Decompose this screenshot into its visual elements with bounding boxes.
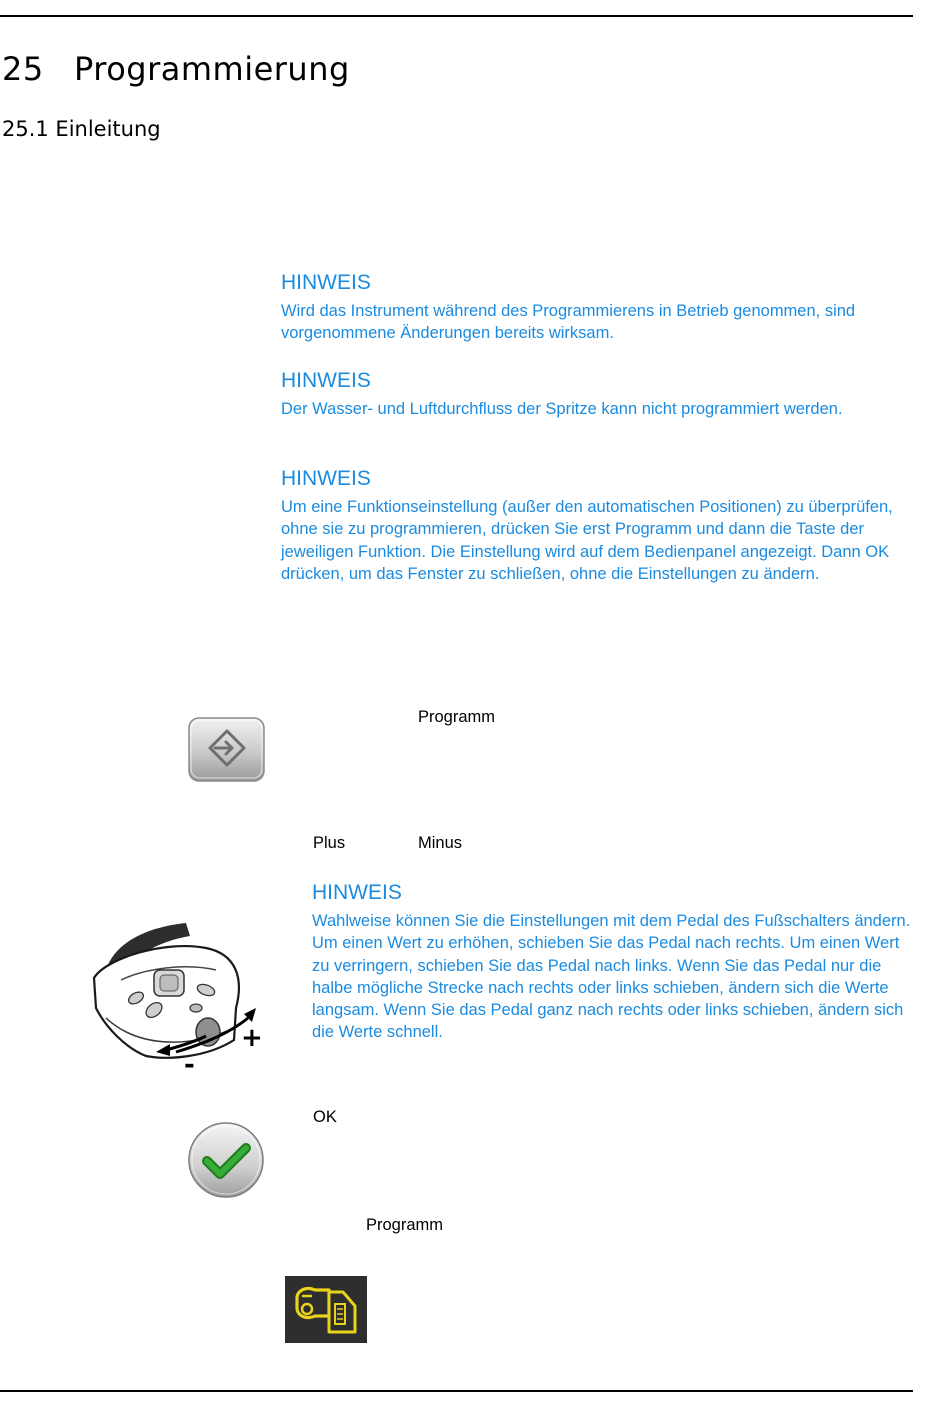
note-4 [312, 880, 912, 1044]
note-text: Wahlweise können Sie die Einstellungen mit dem Pedal des Fußschalters ändern. Um einen Wert zu erhöhen, schieben Sie das Pedal nach rechts. Um einen Wert zu verringern, schieben Sie das Pedal nach links. Wenn Sie das Pedal nur die halbe mögliche Strecke nach rechts oder links schieben, ändern sich die Werte langsam. Wenn Sie das Pedal ganz nach rechts oder links schieben, ändern sich die Werte schnell. [312, 912, 911, 1042]
note-1 [281, 270, 901, 345]
chapter-title: Programmierung [74, 50, 350, 88]
note-3 [281, 466, 896, 585]
ok-label: OK [313, 1108, 337, 1126]
note-heading: HINWEIS [281, 467, 371, 490]
minus-sign: - [184, 1050, 195, 1078]
minus-label: Minus [418, 834, 463, 852]
plus-sign: + [241, 1023, 263, 1053]
top-rule [0, 15, 913, 17]
note-heading: HINWEIS [281, 271, 371, 294]
programm-label: Programm [418, 708, 496, 726]
ok-button-icon[interactable] [187, 1121, 265, 1204]
note-text: Der Wasser- und Luftdurchfluss der Spritze kann nicht programmiert werden. [281, 400, 843, 418]
program-button-icon[interactable] [188, 717, 266, 788]
foot-control-icon [86, 918, 271, 1083]
chapter-heading [2, 50, 350, 88]
programm-label-2: Programm [366, 1216, 444, 1234]
note-heading: HINWEIS [312, 881, 402, 904]
bottom-rule [0, 1390, 913, 1392]
note-text: Um eine Funktionseinstellung (außer den automatischen Positionen) zu überprüfen, ohne sie zu programmieren, drücken Sie erst Programm und dann die Taste der jeweiligen Funktion. Die Einstellung wird auf dem Bedienpanel angezeigt. Dann OK drücken, um das Fenster zu schließen, ohne die Einstellungen zu ändern. [281, 498, 893, 583]
programming-tool-icon[interactable] [285, 1276, 367, 1348]
plus-label: Plus [313, 834, 346, 852]
note-heading: HINWEIS [281, 369, 371, 392]
section-heading: 25.1 Einleitung [2, 117, 161, 141]
note-2 [281, 368, 881, 420]
chapter-number: 25 [2, 50, 44, 88]
note-text: Wird das Instrument während des Programmierens in Betrieb genommen, sind vorgenommene Änderungen bereits wirksam. [281, 302, 856, 343]
